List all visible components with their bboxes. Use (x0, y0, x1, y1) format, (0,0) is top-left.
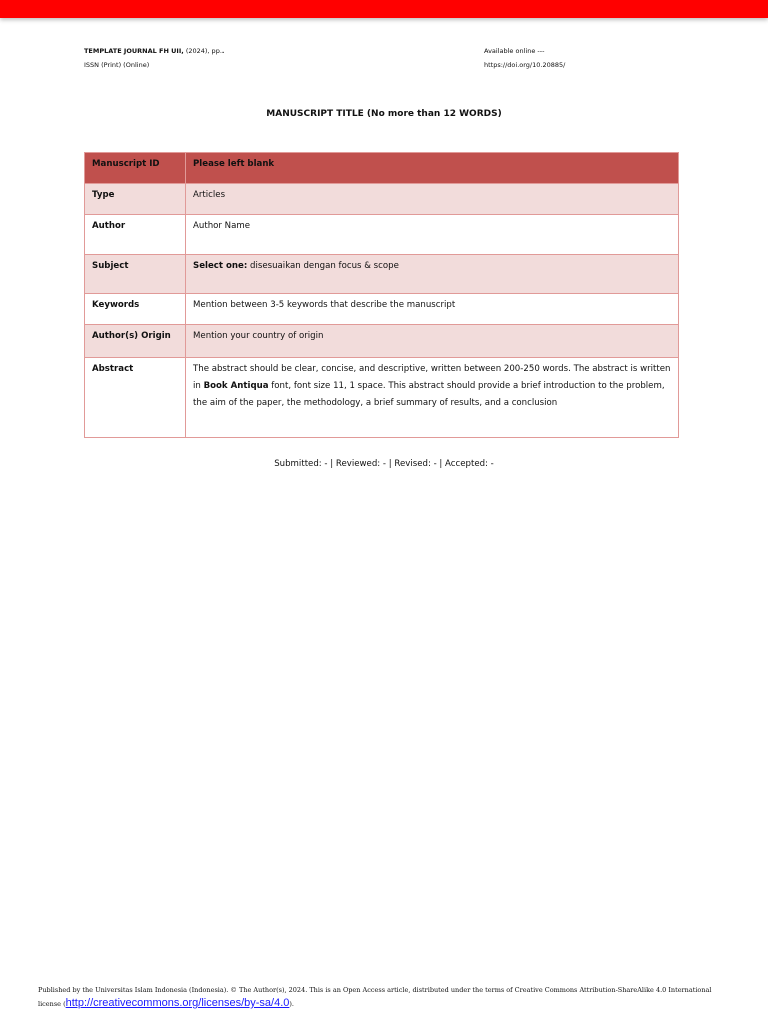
author-label: Author (85, 215, 186, 255)
table-row (85, 358, 679, 438)
table-row (85, 255, 679, 294)
journal-name: TEMPLATE JOURNAL FH UII, (84, 47, 184, 55)
author-value: Author Name (186, 215, 679, 255)
issn-line: ISSN (Print) (Online) (84, 61, 150, 69)
abstract-part1: The abstract should be clear, concise, and descriptive, written between 200-250 words. The abstract is written in (193, 364, 671, 391)
subject-label: Subject (85, 255, 186, 294)
keywords-value: Mention between 3-5 keywords that describe the manuscript (186, 294, 679, 325)
submission-dates: Submitted: - | Reviewed: - | Revised: - | Accepted: - (274, 459, 494, 469)
journal-meta: (2024), pp. (183, 47, 222, 55)
type-value: Articles (186, 184, 679, 215)
keywords-label: Keywords (85, 294, 186, 325)
subject-value (186, 255, 679, 294)
top-accent-bar (0, 0, 768, 18)
origin-label: Author(s) Origin (85, 325, 186, 358)
origin-value: Mention your country of origin (186, 325, 679, 358)
license-text: Published by the Universitas Islam Indonesia (Indonesia). © The Author(s), 2024. This is an Open Access article, distributed under the terms of Creative Commons Attribution-ShareAlike 4.0 International license ( (38, 986, 712, 1008)
manuscript-id-label: Manuscript ID (85, 153, 186, 184)
doi-link[interactable]: https://doi.org/10.20885/ (484, 61, 566, 69)
journal-citation (84, 47, 224, 55)
type-label: Type (85, 184, 186, 215)
abstract-font-name: Book Antiqua (203, 381, 269, 391)
subject-select-label: Select one: (193, 261, 248, 271)
table-row (85, 153, 679, 184)
license-close: ). (289, 1000, 294, 1008)
abstract-value (186, 358, 679, 438)
table-row (85, 325, 679, 358)
table-row (85, 184, 679, 215)
manuscript-info-table (84, 152, 679, 438)
available-online: Available online --- (484, 47, 545, 55)
table-row (85, 215, 679, 255)
license-footer (38, 984, 728, 1011)
manuscript-title: MANUSCRIPT TITLE (No more than 12 WORDS) (266, 109, 502, 119)
license-link[interactable]: http://creativecommons.org/licenses/by-sa/4.0 (65, 997, 290, 1009)
abstract-part2: font, font size 11, 1 space. This abstract should provide a brief introduction to the problem, the aim of the paper, the methodology, a brief summary of results, and a conclusion (193, 381, 665, 408)
abstract-label: Abstract (85, 358, 186, 438)
table-row (85, 294, 679, 325)
manuscript-id-value: Please left blank (186, 153, 679, 184)
subject-text: disesuaikan dengan focus & scope (247, 261, 399, 271)
journal-trail: . (221, 47, 225, 55)
